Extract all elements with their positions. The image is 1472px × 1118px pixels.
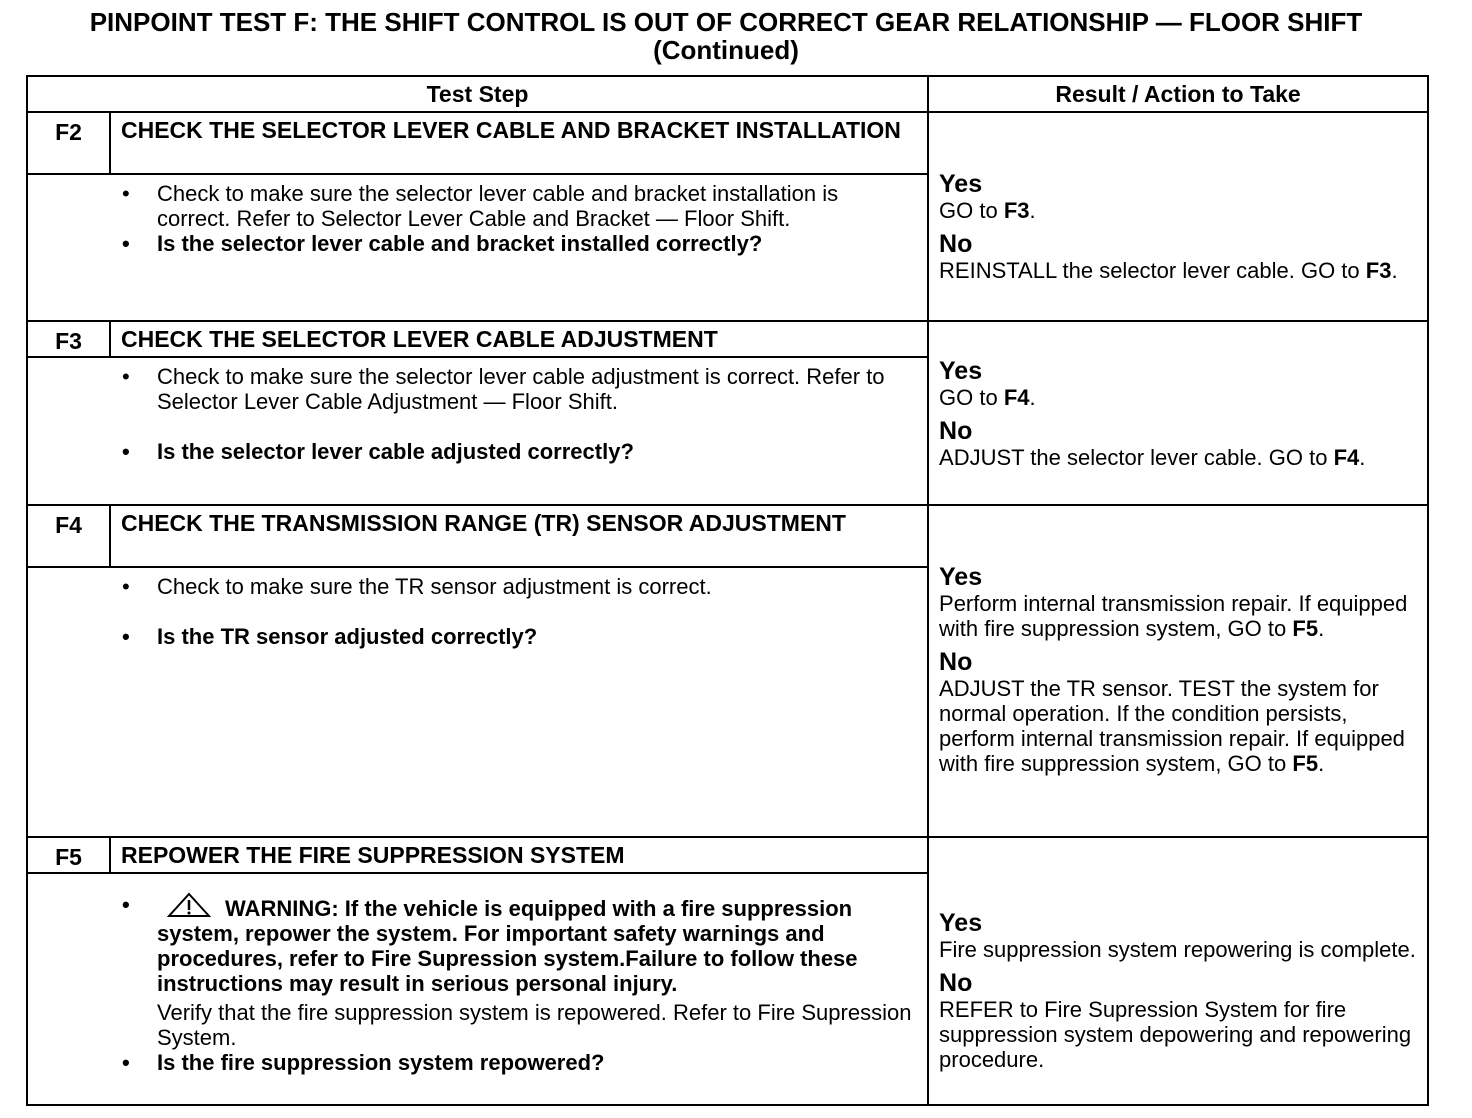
no-text: ADJUST the selector lever cable. GO to — [939, 445, 1328, 470]
yes-text: GO to — [939, 198, 998, 223]
step-result: Yes GO to F3. No REINSTALL the selector lever cable. GO to F3. — [928, 112, 1428, 321]
no-label: No — [939, 417, 973, 445]
check-item: • Check to make sure the selector lever cable adjustment is correct. Refer to Selector Lever Cable Adjustment — Floor Shift. — [27, 364, 917, 414]
table-header-row — [27, 76, 1428, 112]
step-heading: REPOWER THE FIRE SUPPRESSION SYSTEM — [110, 837, 928, 873]
check-item: • Check to make sure the TR sensor adjustment is correct. — [27, 574, 917, 599]
pinpoint-test-table — [26, 75, 1429, 1106]
step-body — [110, 873, 928, 1105]
verify-text: Verify that the fire suppression system is repowered. Refer to Fire Supression System. — [157, 1000, 912, 1050]
step-f4-heading-row — [27, 505, 1428, 567]
warning-text: WARNING: If the vehicle is equipped with a fire suppression system, repower the system. For important safety warnings and procedures, refer to Fire Supression system.Failure to follow these instructions may result in serious personal injury. — [157, 896, 858, 996]
step-id: F3 — [27, 321, 110, 357]
step-id: F5 — [27, 837, 110, 873]
step-body — [110, 174, 928, 321]
step-heading: CHECK THE SELECTOR LEVER CABLE AND BRACKET INSTALLATION — [110, 112, 928, 174]
yes-ref: F3 — [1003, 198, 1030, 223]
yes-ref: F5 — [1292, 616, 1319, 641]
warning-triangle-icon — [167, 892, 211, 918]
no-ref: F5 — [1292, 751, 1319, 776]
step-heading: CHECK THE SELECTOR LEVER CABLE ADJUSTMENT — [110, 321, 928, 357]
warning-item — [27, 892, 917, 1050]
step-body — [110, 567, 928, 837]
header-test-step: Test Step — [27, 76, 928, 112]
step-f2-heading-row — [27, 112, 1428, 174]
header-result: Result / Action to Take — [928, 76, 1428, 112]
title-line-1: PINPOINT TEST F: THE SHIFT CONTROL IS OUT OF CORRECT GEAR RELATIONSHIP — FLOOR SHIFT — [89, 7, 1363, 37]
yes-label: Yes — [939, 563, 983, 591]
step-id: F2 — [27, 112, 110, 174]
yes-text: Perform internal transmission repair. If equipped with fire suppression system, GO to — [939, 591, 1408, 641]
no-text: REFER to Fire Supression System for fire suppression system depowering and repowering procedure. — [939, 997, 1412, 1072]
step-f3-heading-row — [27, 321, 1428, 357]
step-result — [928, 837, 1428, 1105]
yes-label: Yes — [939, 357, 983, 385]
question-item: • Is the TR sensor adjusted correctly? — [27, 624, 917, 649]
question-item: • Is the selector lever cable and bracket installed correctly? — [27, 231, 917, 256]
title-line-2: (Continued) — [653, 35, 799, 65]
yes-ref: F4 — [1003, 385, 1030, 410]
no-ref: F3 — [1365, 258, 1392, 283]
step-heading: CHECK THE TRANSMISSION RANGE (TR) SENSOR ADJUSTMENT — [110, 505, 928, 567]
step-result: Yes GO to F4. No ADJUST the selector lever cable. GO to F4. — [928, 321, 1428, 505]
yes-label: Yes — [939, 909, 983, 937]
yes-label: Yes — [939, 170, 983, 198]
yes-text: Fire suppression system repowering is complete. — [939, 937, 1416, 962]
no-label: No — [939, 648, 973, 676]
check-item: • Check to make sure the selector lever cable and bracket installation is correct. Refer to Selector Lever Cable and Bracket — Floor Shift. — [27, 181, 917, 231]
yes-text: GO to — [939, 385, 998, 410]
no-text: ADJUST the TR sensor. TEST the system for normal operation. If the condition persists, perform internal transmission repair. If equipped with fire suppression system, GO to — [939, 676, 1405, 776]
no-text: REINSTALL the selector lever cable. GO to — [939, 258, 1360, 283]
no-label: No — [939, 969, 973, 997]
question-item: • Is the selector lever cable adjusted correctly? — [27, 439, 917, 464]
step-body — [110, 357, 928, 505]
no-ref: F4 — [1333, 445, 1360, 470]
question-item: • Is the fire suppression system repowered? — [27, 1050, 917, 1075]
no-label: No — [939, 230, 973, 258]
step-result: Yes Perform internal transmission repair. If equipped with fire suppression system, GO to F5. No ADJUST the TR sensor. TEST the system for normal operation. If the condition persists, perform internal transmission repair. If equipped with fire suppression system, GO to F5. — [928, 505, 1428, 837]
step-id: F4 — [27, 505, 110, 567]
page-title — [0, 8, 1452, 64]
step-f5-heading-row — [27, 837, 1428, 873]
